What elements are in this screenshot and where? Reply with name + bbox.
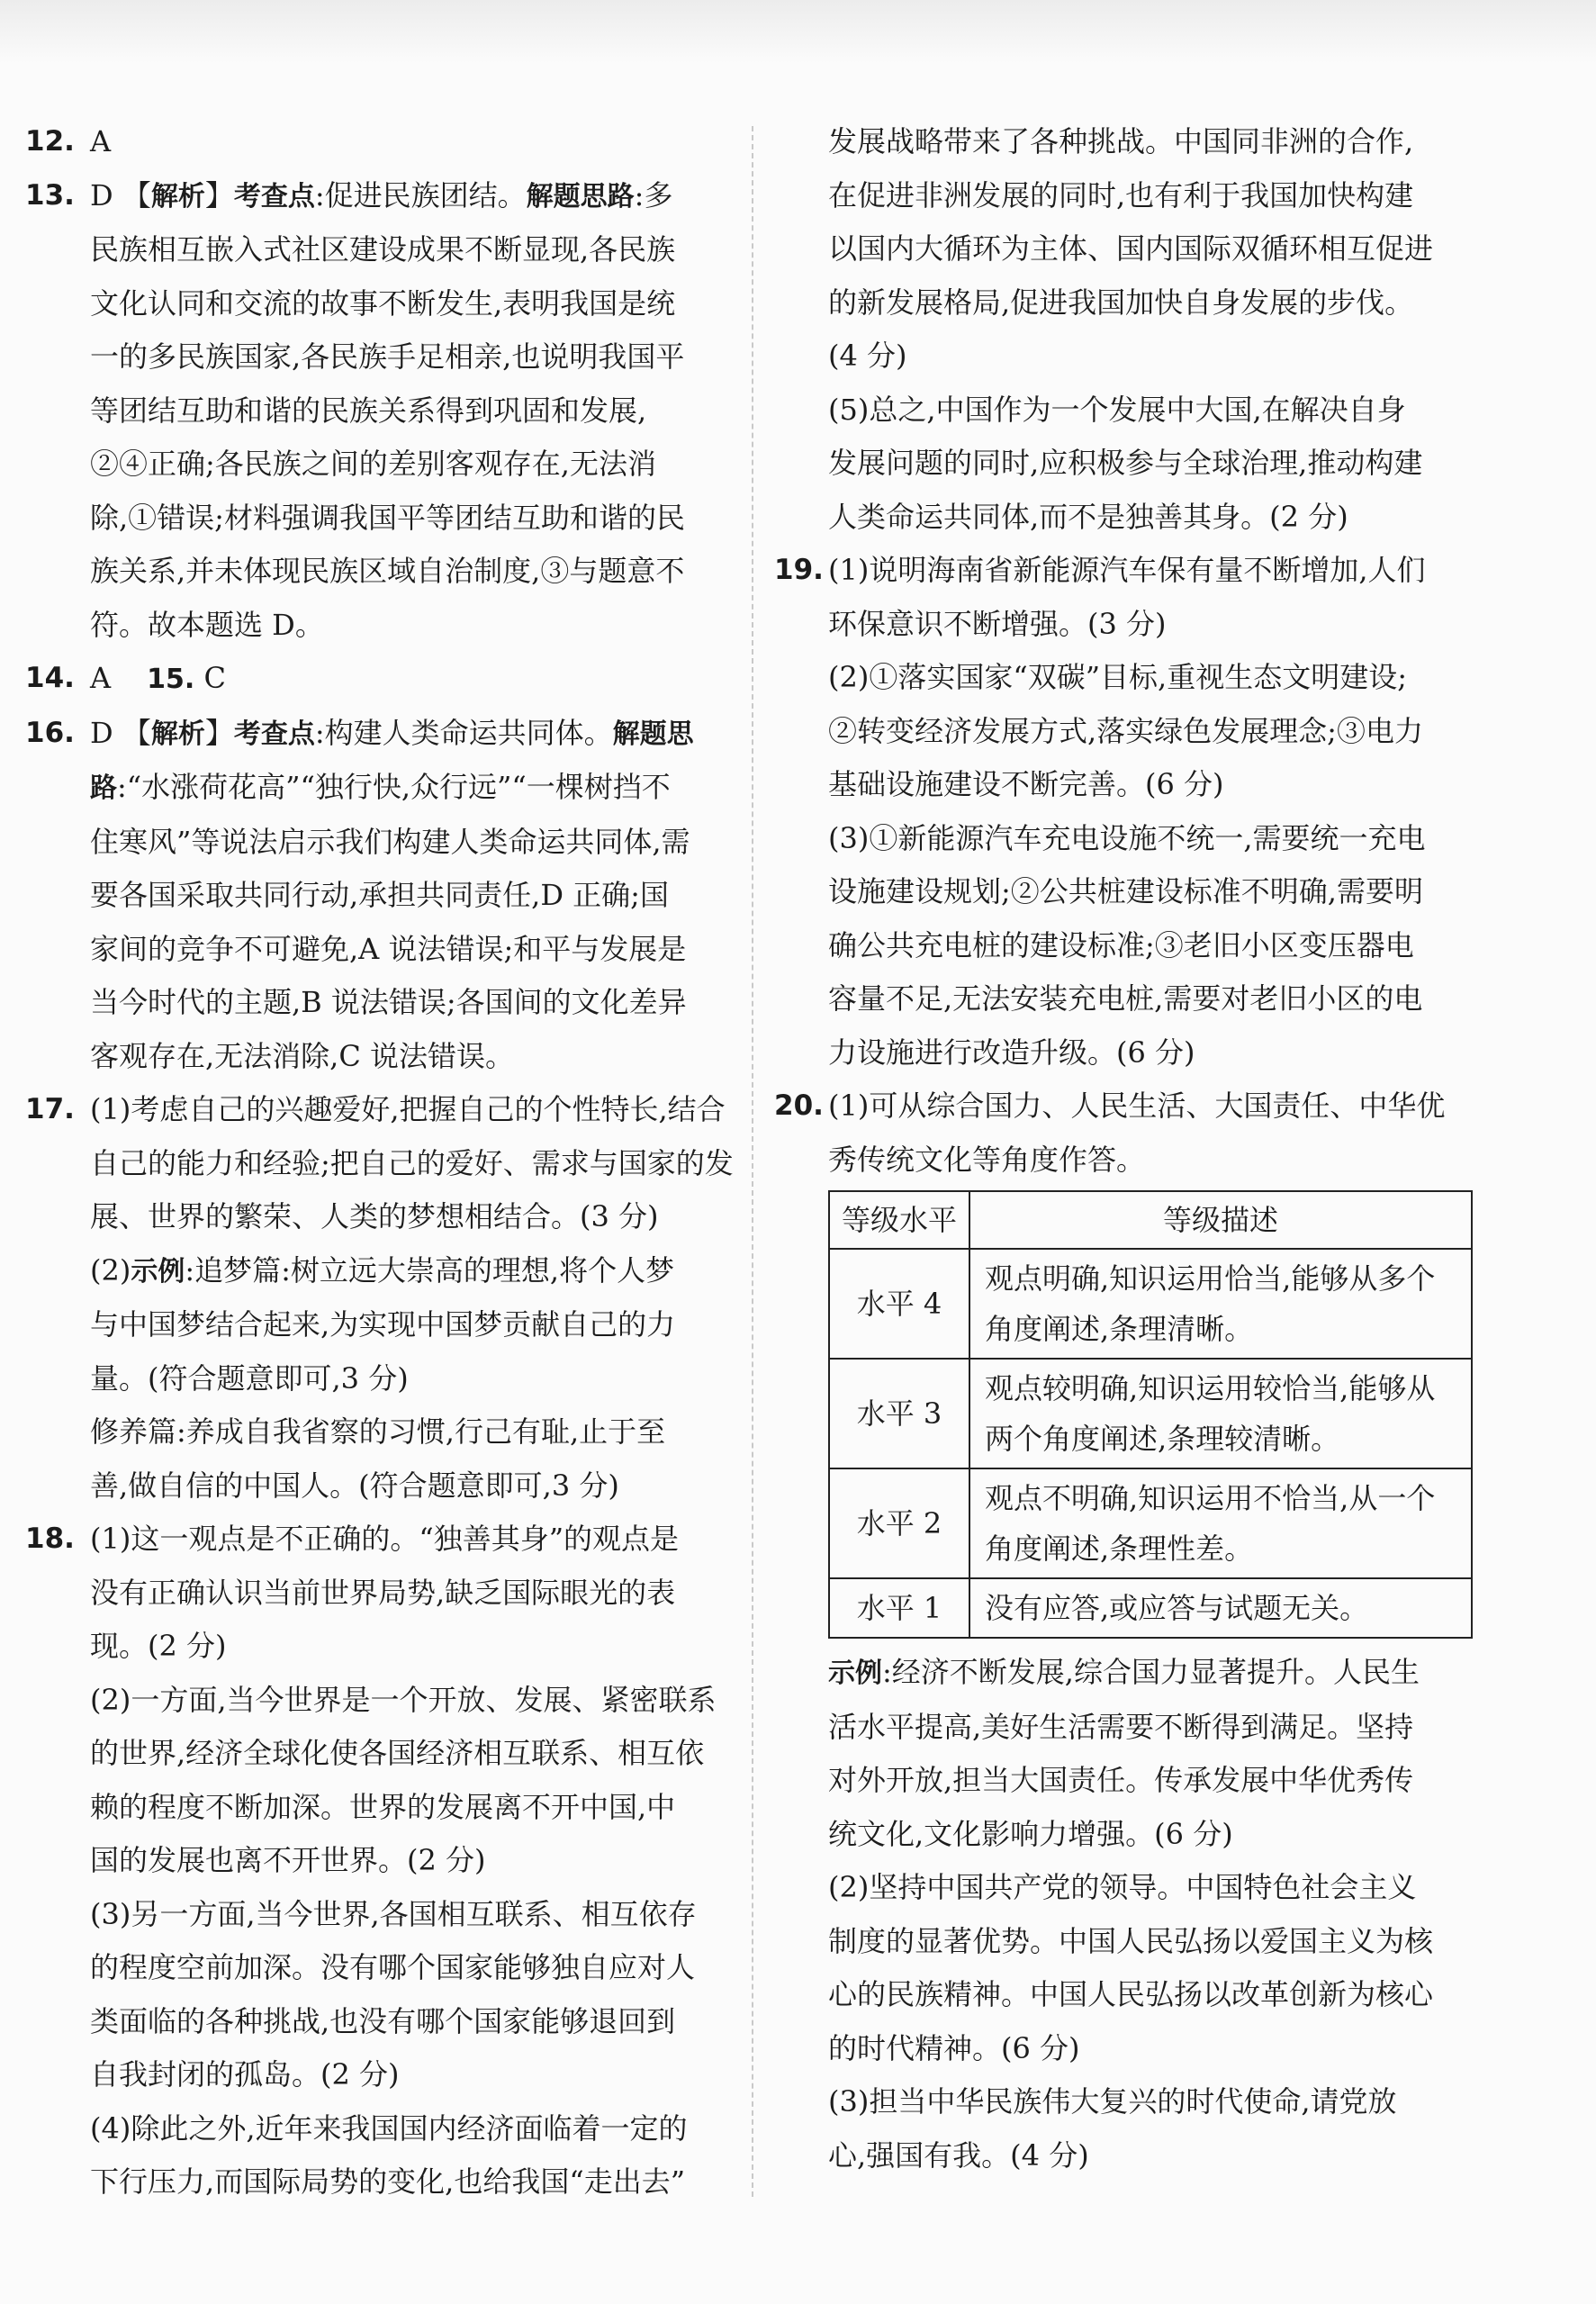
example-line: (2)示例:追梦篇:树立远大崇高的理想,将个人梦 xyxy=(90,1252,675,1288)
text-line: (3)担当中华民族伟大复兴的时代使命,请党放 xyxy=(828,2084,1397,2119)
text-line: 现。(2 分) xyxy=(90,1629,227,1663)
text-line: 除,①错误;材料强调我国平等团结互助和谐的民 xyxy=(90,500,685,535)
text-line: 修养篇:养成自我省察的习惯,行己有耻,止于至 xyxy=(90,1414,666,1449)
text-line: 赖的程度不断加深。世界的发展离不开中国,中 xyxy=(90,1789,676,1824)
text-line: (3)另一方面,当今世界,各国相互联系、相互依存 xyxy=(90,1896,697,1931)
text-line: 一的多民族国家,各民族手足相亲,也说明我国平 xyxy=(90,339,685,374)
right-column xyxy=(774,115,1485,2182)
level-cell: 水平 2 xyxy=(829,1468,969,1578)
question-number: 18. xyxy=(25,1522,75,1555)
text-line: 的程度空前加深。没有哪个国家能够独自应对人 xyxy=(90,1950,696,1984)
description-cell: 观点较明确,知识运用较恰当,能够从两个角度阐述,条理较清晰。 xyxy=(969,1359,1472,1468)
table-row xyxy=(829,1578,1472,1638)
text-line: 确公共充电桩的建设标准;③老旧小区变压器电 xyxy=(828,927,1414,962)
text-line: 没有正确认识当前世界局势,缺乏国际眼光的表 xyxy=(90,1575,676,1610)
question-18-continued xyxy=(774,115,1485,544)
grading-table xyxy=(828,1190,1473,1639)
text-line: (1)这一观点是不正确的。“独善其身”的观点是 xyxy=(90,1522,680,1556)
text-line: 当今时代的主题,B 说法错误;各国间的文化差异 xyxy=(90,985,687,1019)
page-top-edge xyxy=(0,0,1596,63)
text-line: ②④正确;各民族之间的差别客观存在,无法消 xyxy=(90,447,656,481)
text-line: 客观存在,无法消除,C 说法错误。 xyxy=(90,1038,515,1073)
question-19 xyxy=(774,544,1485,1080)
text-line: 环保意识不断增强。(3 分) xyxy=(828,606,1167,641)
text-line: 发展问题的同时,应积极参与全球治理,推动构建 xyxy=(828,446,1423,480)
question-20 xyxy=(774,1080,1485,1187)
left-column xyxy=(25,115,736,2209)
question-13 xyxy=(25,169,736,653)
question-number: 19. xyxy=(774,554,824,586)
table-header: 等级水平 xyxy=(829,1191,969,1249)
text-line: 在促进非洲发展的同时,也有利于我国加快构建 xyxy=(828,177,1414,212)
description-cell: 观点不明确,知识运用不恰当,从一个角度阐述,条理性差。 xyxy=(969,1468,1472,1578)
text-line: 心,强国有我。(4 分) xyxy=(828,2137,1089,2173)
question-number: 14. xyxy=(25,662,75,694)
question-number: 13. xyxy=(25,178,75,212)
question-number: 16. xyxy=(25,716,75,749)
text-line: 制度的显著优势。中国人民弘扬以爱国主义为核 xyxy=(828,1923,1434,1958)
analysis-line: D 【解析】考查点:构建人类命运共同体。解题思 xyxy=(90,715,694,750)
question-number: 20. xyxy=(774,1089,824,1122)
question-number: 17. xyxy=(25,1093,75,1125)
text-line: 文化认同和交流的故事不断发生,表明我国是统 xyxy=(90,285,676,321)
text-line: (1)考虑自己的兴趣爱好,把握自己的个性特长,结合 xyxy=(90,1092,726,1126)
text-line: 设施建设规划;②公共桩建设标准不明确,需要明 xyxy=(828,874,1423,908)
table-header-row xyxy=(829,1191,1472,1249)
text-line: 秀传统文化等角度作答。 xyxy=(828,1142,1146,1177)
text-line: 的时代精神。(6 分) xyxy=(828,2030,1080,2065)
question-16 xyxy=(25,707,736,1084)
text-line: 发展战略带来了各种挑战。中国同非洲的合作, xyxy=(828,124,1414,158)
text-line: 家间的竞争不可避免,A 说法错误;和平与发展是 xyxy=(90,931,687,966)
question-12 xyxy=(25,115,736,169)
table-row xyxy=(829,1359,1472,1468)
text-line: 心的民族精神。中国人民弘扬以改革创新为核心 xyxy=(828,1977,1434,2011)
text-line: (1)可从综合国力、人民生活、大国责任、中华优 xyxy=(828,1089,1446,1123)
description-cell: 没有应答,或应答与试题无关。 xyxy=(969,1578,1472,1638)
text-line: 以国内大循环为主体、国内国际双循环相互促进 xyxy=(828,231,1434,266)
text-line: 自我封闭的孤岛。(2 分) xyxy=(90,2057,400,2092)
text-line: 国的发展也离不开世界。(2 分) xyxy=(90,1843,486,1877)
text-line: 符。故本题选 D。 xyxy=(90,607,324,642)
level-cell: 水平 4 xyxy=(829,1249,969,1359)
text-line: (2)一方面,当今世界是一个开放、发展、紧密联系 xyxy=(90,1682,717,1717)
text-line: ②转变经济发展方式,落实绿色发展理念;③电力 xyxy=(828,713,1423,748)
text-line: 善,做自信的中国人。(符合题意即可,3 分) xyxy=(90,1468,619,1503)
question-number: 15. xyxy=(147,664,195,695)
text-line: 展、世界的繁荣、人类的梦想相结合。(3 分) xyxy=(90,1199,659,1233)
text-line: 类面临的各种挑战,也没有哪个国家能够退回到 xyxy=(90,2003,676,2038)
description-cell: 观点明确,知识运用恰当,能够从多个角度阐述,条理清晰。 xyxy=(969,1249,1472,1359)
text-line: 容量不足,无法安装充电桩,需要对老旧小区的电 xyxy=(828,981,1423,1016)
text-line: 与中国梦结合起来,为实现中国梦贡献自己的力 xyxy=(90,1307,676,1342)
text-line: 对外开放,担当大国责任。传承发展中华优秀传 xyxy=(828,1763,1414,1797)
table-header: 等级描述 xyxy=(969,1191,1472,1249)
text-line: 要各国采取共同行动,承担共同责任,D 正确;国 xyxy=(90,878,669,912)
text-line: 基础设施建设不断完善。(6 分) xyxy=(828,767,1224,801)
text-line: 自己的能力和经验;把自己的爱好、需求与国家的发 xyxy=(90,1145,734,1180)
question-number: 12. xyxy=(25,125,75,158)
example-line: 示例:经济不断发展,综合国力显著提升。人民生 xyxy=(828,1655,1420,1689)
text-line: 力设施进行改造升级。(6 分) xyxy=(828,1035,1195,1070)
analysis-line: D 【解析】考查点:促进民族团结。解题思路:多 xyxy=(90,177,673,212)
text-line: 住寒风”等说法启示我们构建人类命运共同体,需 xyxy=(90,824,690,859)
text-line: 路:“水涨荷花高”“独行快,众行远”“一棵树挡不 xyxy=(90,770,671,804)
text-line: (4 分) xyxy=(828,339,907,373)
text-line: 下行压力,而国际局势的变化,也给我国“走出去” xyxy=(90,2164,686,2199)
table-row xyxy=(829,1468,1472,1578)
text-line: 人类命运共同体,而不是独善其身。(2 分) xyxy=(828,499,1348,534)
question-20-example xyxy=(774,1646,1485,2182)
text-line: 的世界,经济全球化使各国经济相互联系、相互依 xyxy=(90,1736,705,1770)
text-line: 的新发展格局,促进我国加快自身发展的步伐。 xyxy=(828,285,1414,320)
text-line: (2)①落实国家“双碳”目标,重视生态文明建设; xyxy=(828,660,1408,694)
question-14-15 xyxy=(25,652,736,707)
text-line: 等团结互助和谐的民族关系得到巩固和发展, xyxy=(90,393,647,428)
text-line: 活水平提高,美好生活需要不断得到满足。坚持 xyxy=(828,1709,1414,1744)
text-line: 族关系,并未体现民族区域自治制度,③与题意不 xyxy=(90,554,685,588)
text-line: 统文化,文化影响力增强。(6 分) xyxy=(828,1816,1233,1851)
text-line: (5)总之,中国作为一个发展中大国,在解决自身 xyxy=(828,392,1406,427)
table-row xyxy=(829,1249,1472,1359)
level-cell: 水平 1 xyxy=(829,1578,969,1638)
answer: A xyxy=(90,124,112,158)
answer: C xyxy=(203,661,226,695)
question-17 xyxy=(25,1083,736,1513)
text-line: (3)①新能源汽车充电设施不统一,需要统一充电 xyxy=(828,820,1426,855)
text-line: 量。(符合题意即可,3 分) xyxy=(90,1360,409,1396)
level-cell: 水平 3 xyxy=(829,1359,969,1468)
answer: A xyxy=(90,661,112,695)
text-line: 民族相互嵌入式社区建设成果不断显现,各民族 xyxy=(90,232,676,267)
column-divider xyxy=(752,126,753,2197)
question-18 xyxy=(25,1513,736,2209)
text-line: (4)除此之外,近年来我国国内经济面临着一定的 xyxy=(90,2110,688,2146)
text-line: (2)坚持中国共产党的领导。中国特色社会主义 xyxy=(828,1870,1417,1904)
text-line: (1)说明海南省新能源汽车保有量不断增加,人们 xyxy=(828,553,1426,587)
